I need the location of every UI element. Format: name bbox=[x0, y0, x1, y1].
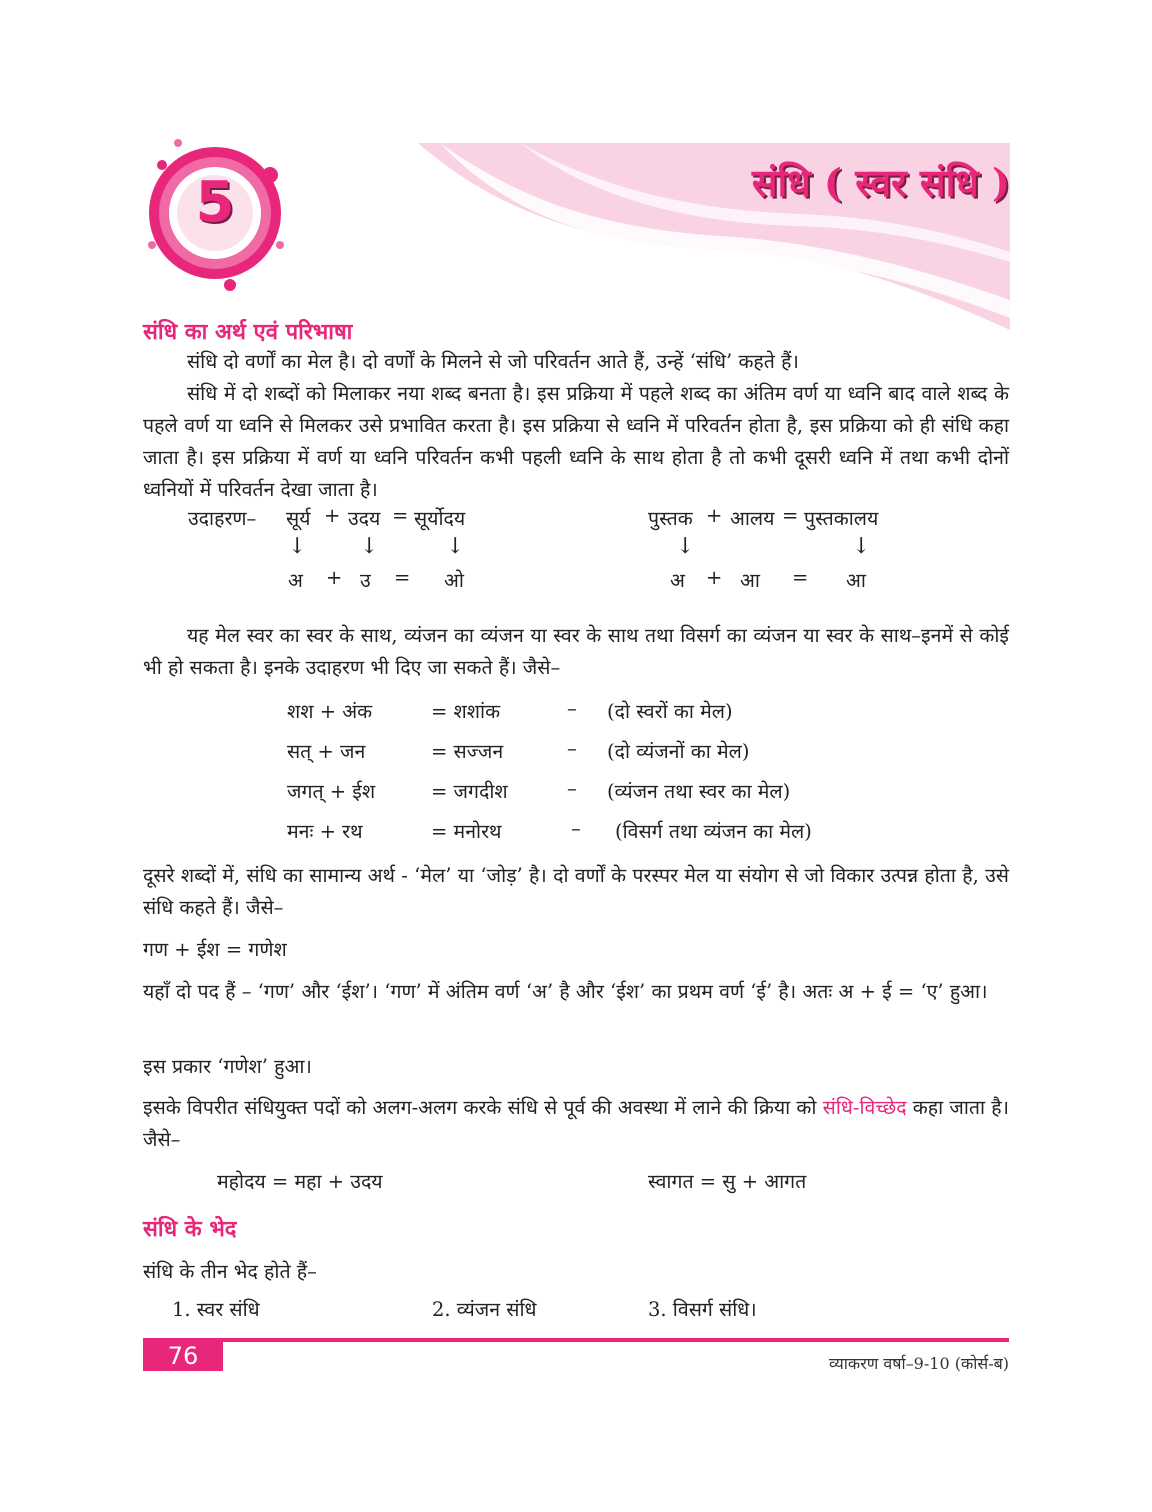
ex2-word1: पुस्तक bbox=[648, 507, 693, 530]
ex2-arrow-2: ↓ bbox=[852, 534, 871, 559]
ex1-arrow-3: ↓ bbox=[446, 534, 465, 559]
examples-table bbox=[287, 697, 907, 857]
table-cell-result: = शशांक bbox=[431, 700, 501, 723]
ex2-arrow-1: ↓ bbox=[676, 534, 695, 559]
table-cell-result: = मनोरथ bbox=[431, 820, 502, 843]
paragraph-3-wrap bbox=[143, 620, 1009, 684]
ex1-arrow-2: ↓ bbox=[360, 534, 379, 559]
viched-example-1: महोदय = महा + उदय bbox=[217, 1170, 383, 1193]
table-cell-result: = सज्जन bbox=[431, 740, 504, 763]
ganesh-example: गण + ईश = गणेश bbox=[143, 938, 287, 961]
table-cell-words: मनः + रथ bbox=[287, 820, 363, 843]
ex2-plus: + bbox=[706, 504, 723, 527]
ex2-vowel-1: अ bbox=[670, 569, 685, 592]
table-cell-dash: – bbox=[567, 697, 577, 720]
ex1-plus: + bbox=[324, 504, 341, 527]
table-row bbox=[287, 817, 907, 847]
table-cell-words: सत् + जन bbox=[287, 740, 366, 763]
type-item-2: 2. व्यंजन संधि bbox=[432, 1298, 537, 1321]
chapter-number: 5 bbox=[195, 170, 235, 235]
footer-rule bbox=[143, 1338, 1009, 1342]
book-title: व्याकरण वर्षा–9-10 (कोर्स-ब) bbox=[829, 1354, 1009, 1373]
page-number: 76 bbox=[143, 1341, 223, 1371]
ex1-word2: उदय bbox=[348, 507, 381, 530]
paragraph-1: संधि दो वर्णों का मेल है। दो वर्णों के मिलने से जो परिवर्तन आते हैं, उन्हें ‘संधि’ कहते हैं। bbox=[187, 350, 799, 373]
ex1-vowel-1: अ bbox=[288, 569, 303, 592]
table-cell-type: (व्यंजन तथा स्वर का मेल) bbox=[607, 780, 791, 803]
paragraph-6-end: कहा जाता है। जैसे– bbox=[143, 1096, 1010, 1151]
ex2-vowel-2: आ bbox=[740, 569, 760, 592]
example-block bbox=[188, 504, 988, 594]
ex2-result: पुस्तकालय bbox=[804, 507, 879, 530]
ex1-word1: सूर्य bbox=[286, 507, 311, 530]
table-row bbox=[287, 697, 907, 727]
ex1-equals: = bbox=[392, 504, 409, 527]
paragraph-6-wrap bbox=[143, 1092, 1009, 1156]
paragraph-4-wrap bbox=[143, 860, 1009, 924]
table-cell-type: (विसर्ग तथा व्यंजन का मेल) bbox=[615, 820, 812, 843]
paragraph-5-wrap bbox=[143, 976, 1009, 1008]
table-cell-type: (दो व्यंजनों का मेल) bbox=[607, 740, 750, 763]
table-row bbox=[287, 777, 907, 807]
prakar-line: इस प्रकार ‘गणेश’ हुआ। bbox=[143, 1055, 312, 1078]
ex2-plus-2: + bbox=[706, 566, 723, 589]
types-intro: संधि के तीन भेद होते हैं– bbox=[143, 1260, 317, 1283]
table-cell-dash: – bbox=[571, 817, 581, 840]
ex1-arrow-1: ↓ bbox=[288, 534, 307, 559]
table-cell-result: = जगदीश bbox=[431, 780, 508, 803]
paragraph-3: यह मेल स्वर का स्वर के साथ, व्यंजन का व्यंजन या स्वर के साथ तथा विसर्ग का व्यंजन या स्वर के साथ–इनमें से कोई भी हो सकता है। इनके उदाहरण भी दिए जा सकते हैं। जैसे– bbox=[143, 624, 1009, 679]
paragraph-4: दूसरे शब्दों में, संधि का सामान्य अर्थ - ‘मेल’ या ‘जोड़’ है। दो वर्णों के परस्पर मेल या संयोग से जो विकार उत्पन्न होता है, उसे संधि कहते हैं। जैसे– bbox=[143, 864, 1009, 919]
ex1-vowel-3: ओ bbox=[444, 569, 464, 592]
viched-example-2: स्वागत = सु + आगत bbox=[648, 1170, 807, 1193]
type-item-1: 1. स्वर संधि bbox=[172, 1298, 260, 1321]
paragraph-6 bbox=[143, 1092, 1009, 1156]
table-cell-dash: – bbox=[567, 737, 577, 760]
ex1-result: सूर्योदय bbox=[414, 507, 466, 530]
type-item-3: 3. विसर्ग संधि। bbox=[648, 1298, 757, 1321]
ex2-word2: आलय bbox=[730, 507, 775, 530]
ex1-plus-2: + bbox=[326, 566, 343, 589]
chapter-title: संधि ( स्वर संधि ) bbox=[751, 160, 1010, 205]
sandhi-viched-term: संधि-विच्छेद bbox=[822, 1096, 907, 1119]
ex2-vowel-3: आ bbox=[846, 569, 866, 592]
intro-paragraphs bbox=[143, 346, 1009, 506]
ex1-vowel-2: उ bbox=[360, 569, 371, 592]
table-cell-dash: – bbox=[567, 777, 577, 800]
ex2-equals-2: = bbox=[792, 566, 809, 589]
section-heading-types: संधि के भेद bbox=[143, 1216, 237, 1242]
example-label: उदाहरण– bbox=[188, 507, 257, 530]
paragraph-5: यहाँ दो पद हैं – ‘गण’ और ‘ईश’। ‘गण’ में अंतिम वर्ण ‘अ’ है और ‘ईश’ का प्रथम वर्ण ‘ई’ है। अतः अ + ई = ‘ए’ हुआ। bbox=[143, 980, 988, 1003]
ex1-equals-2: = bbox=[394, 566, 411, 589]
paragraph-6-start: इसके विपरीत संधियुक्त पदों को अलग-अलग करके संधि से पूर्व की अवस्था में लाने की क्रिया को bbox=[143, 1096, 817, 1119]
table-cell-words: जगत् + ईश bbox=[287, 780, 376, 803]
table-cell-type: (दो स्वरों का मेल) bbox=[607, 700, 733, 723]
table-row bbox=[287, 737, 907, 767]
ex2-equals: = bbox=[782, 504, 799, 527]
table-cell-words: शश + अंक bbox=[287, 700, 373, 723]
section-heading-meaning: संधि का अर्थ एवं परिभाषा bbox=[143, 319, 353, 345]
paragraph-2: संधि में दो शब्दों को मिलाकर नया शब्द बनता है। इस प्रक्रिया में पहले शब्द का अंतिम वर्ण या ध्वनि बाद वाले शब्द के पहले वर्ण या ध्वनि से मिलकर उसे प्रभावित करता है। इस प्रक्रिया से ध्वनि में परिवर्तन होता है, इस प्रक्रिया को ही संधि कहा जाता है। इस प्रक्रिया में वर्ण या ध्वनि परिवर्तन कभी पहली ध्वनि के साथ होता है तो कभी दूसरी ध्वनि में तथा कभी दोनों ध्वनियों में परिवर्तन देखा जाता है। bbox=[143, 382, 1009, 501]
